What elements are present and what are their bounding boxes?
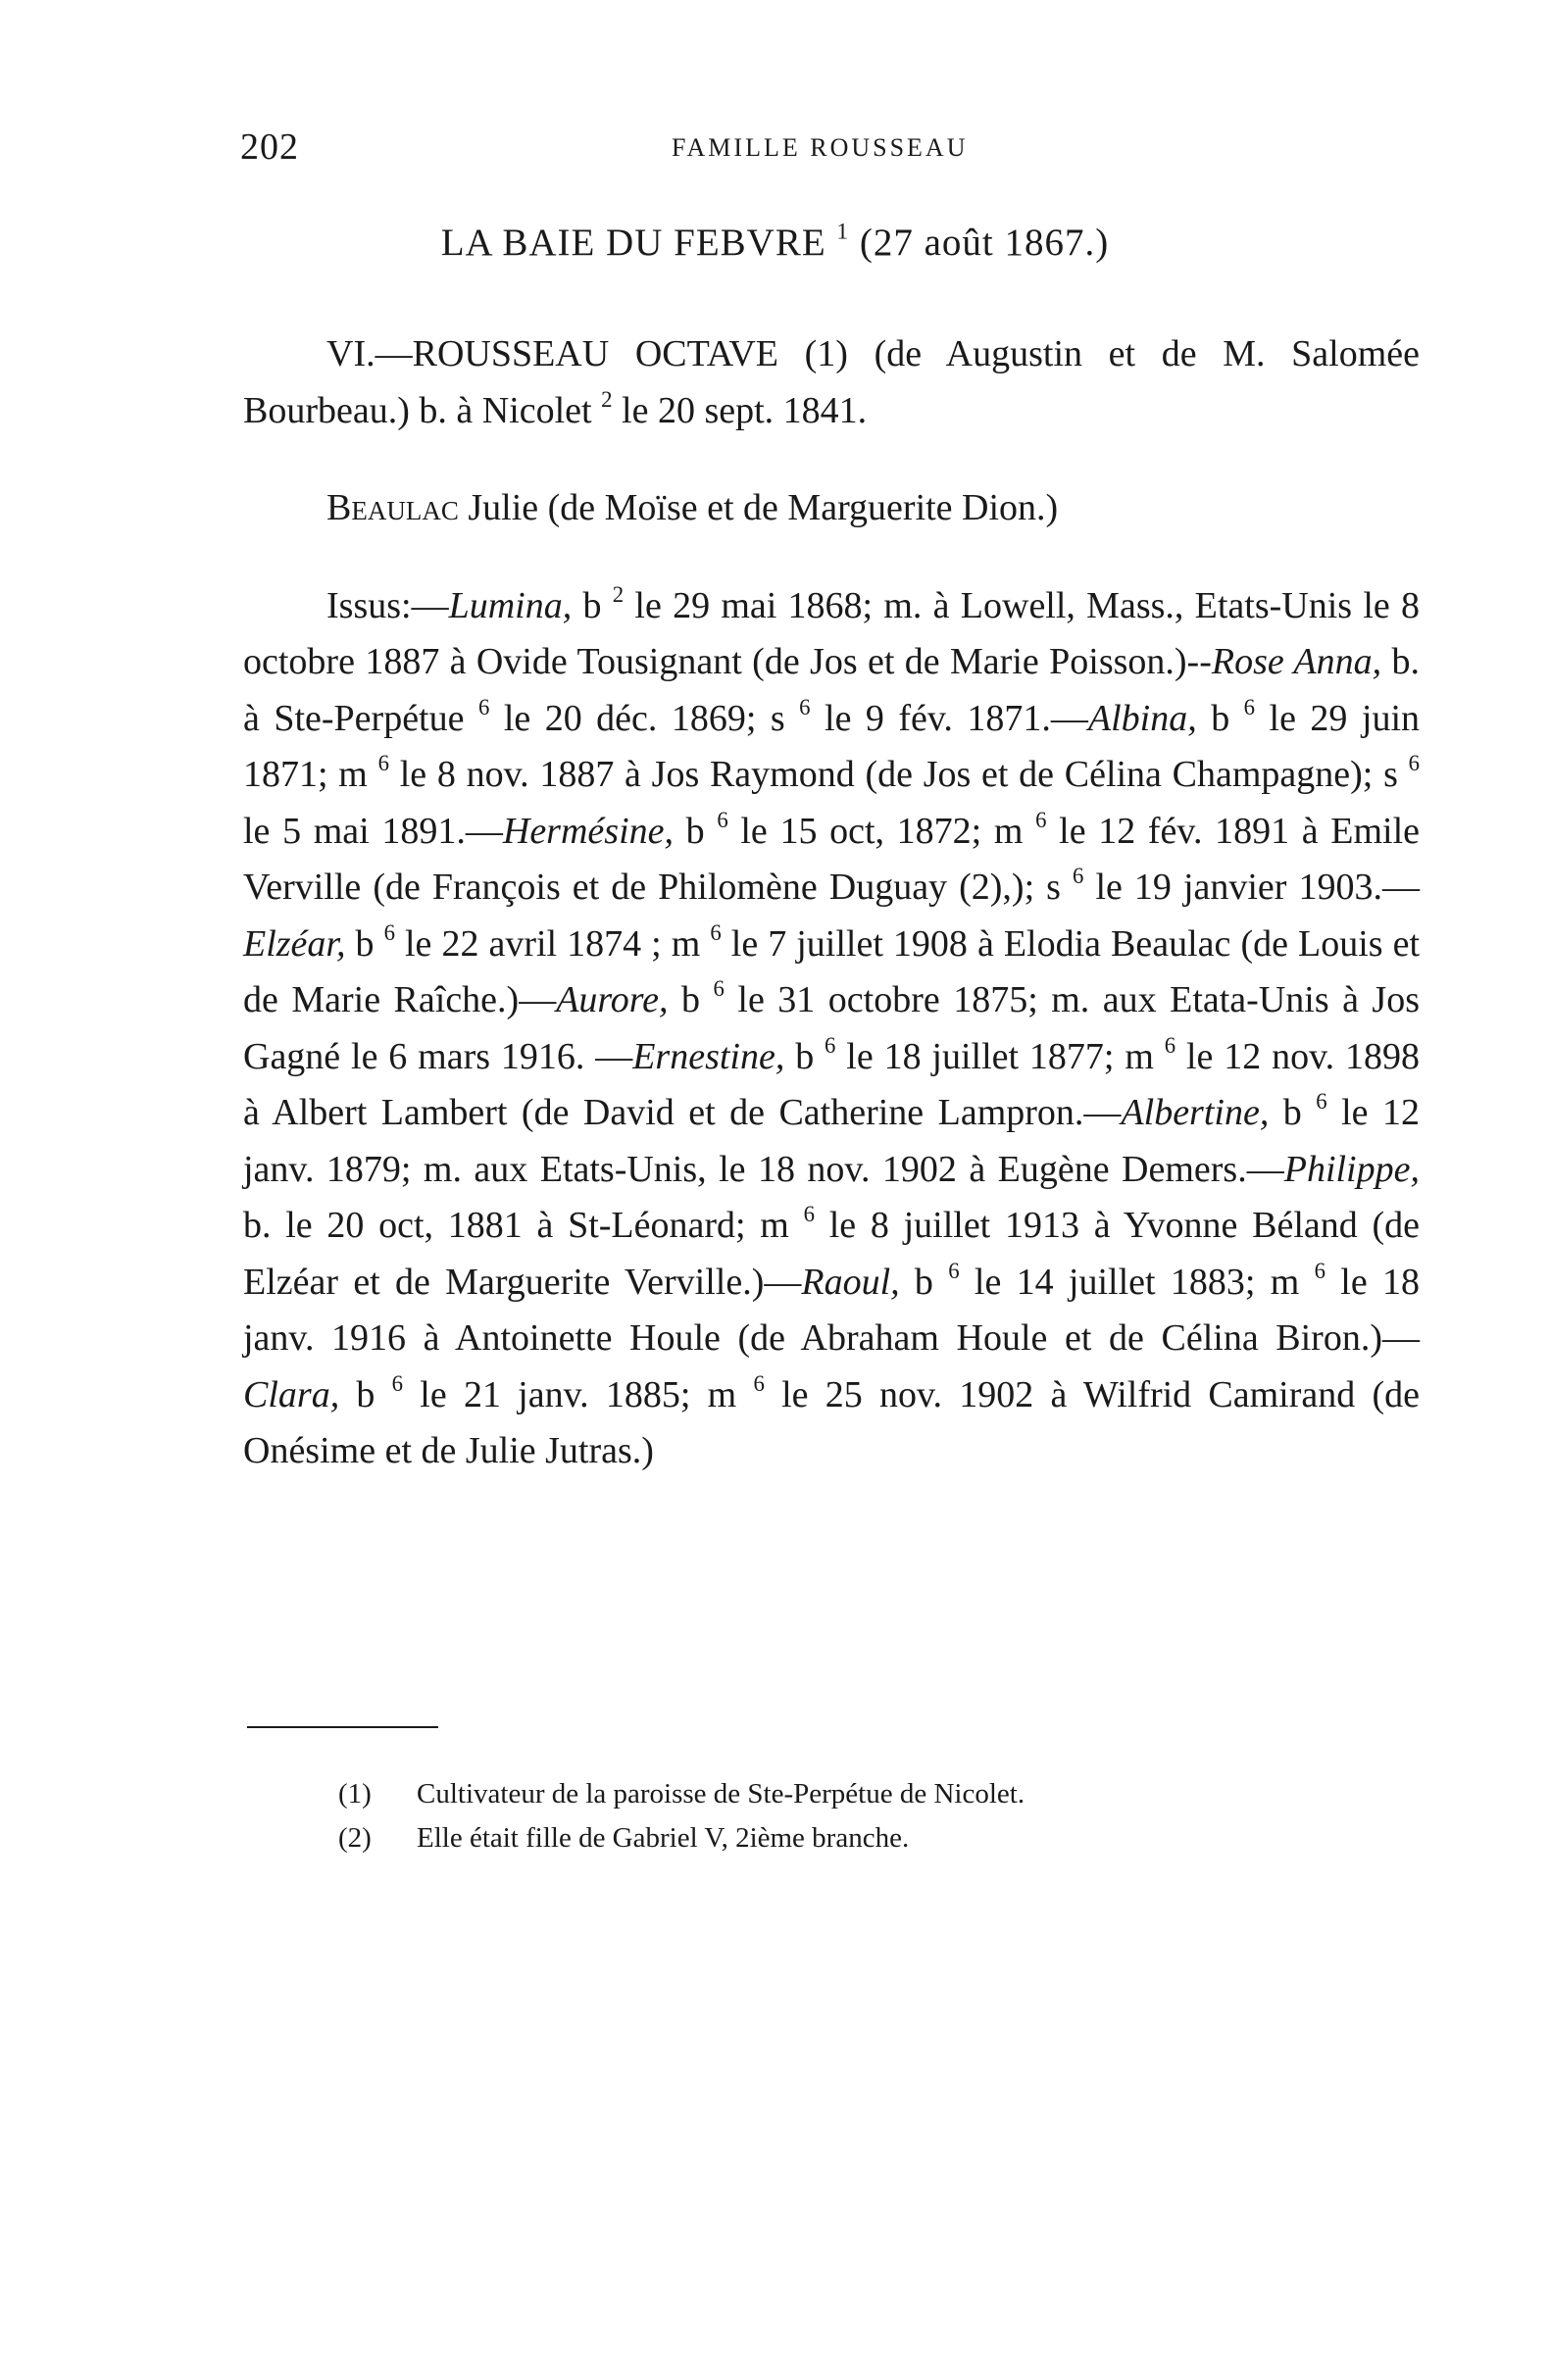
text-run: b. à Ste-Perpétue [243, 641, 1420, 739]
child-name: Ernestine, [632, 1035, 785, 1077]
footnote-mark: (1) [338, 1778, 372, 1810]
text-run: b [668, 979, 714, 1020]
section-heading [0, 221, 1550, 265]
footnote [338, 1772, 1319, 1816]
text-run: le 20 sept. 1841. [612, 389, 868, 431]
text-run: b. le 20 oct, 1881 à St-Léonard; m [243, 1205, 804, 1246]
child-name: Philippe, [1283, 1148, 1420, 1190]
text-run: le 22 avril 1874 ; m [394, 922, 711, 965]
text-run: Julie (de Moïse et de Marguerite Dion.) [458, 487, 1059, 528]
superscript: 6 [713, 976, 725, 1002]
footnote-mark: (2) [338, 1822, 372, 1854]
superscript: 6 [825, 1032, 836, 1058]
footnote-text: Cultivateur de la paroisse de Ste-Perpétue de Nicolet. [417, 1778, 1025, 1810]
superscript: 6 [1314, 1258, 1325, 1283]
text-run: le 7 juillet 1908 à Elodia Beaulac (de Louis et de Marie Raîche.)— [243, 922, 1420, 1020]
text-run: le 25 nov. 1902 à Wilfrid Camirand (de Onésime et de Julie Jutras.) [243, 1373, 1421, 1471]
child-name: Rose Anna, [1211, 641, 1382, 682]
text-run: VI.—ROUSSEAU OCTAVE (1) (de Augustin et de M. Salomée Bourbeau.) b. à Nicolet [243, 333, 1420, 431]
superscript: 6 [1408, 751, 1421, 776]
text-run: le 8 juillet 1913 à Yvonne Béland (de Elzéar et de Marguerite Verville.)— [243, 1205, 1420, 1303]
footnote [338, 1816, 1319, 1860]
heading-note-ref: 1 [836, 219, 850, 245]
superscript: 6 [717, 807, 728, 832]
footnotes [338, 1772, 1319, 1860]
superscript: 6 [948, 1258, 960, 1283]
child-name: Albina, [1087, 697, 1197, 739]
superscript: 6 [391, 1370, 404, 1396]
superscript: 6 [477, 694, 490, 719]
small-caps-name: Beaulac [326, 487, 459, 528]
superscript: 2 [612, 581, 625, 607]
text-run: b [674, 810, 718, 852]
paragraph-octave [243, 326, 1420, 439]
superscript: 6 [710, 919, 722, 945]
superscript: 6 [1316, 1089, 1327, 1115]
child-name: Hermésine, [502, 810, 674, 852]
child-name: Elzéar, [243, 922, 346, 965]
superscript: 6 [1035, 807, 1047, 832]
heading-title: LA BAIE DU FEBVRE [440, 222, 826, 264]
text-run: le 18 juillet 1877; m [835, 1035, 1165, 1077]
text-run: b [1196, 697, 1244, 739]
text-run: le 29 juin 1871; m [243, 697, 1421, 795]
child-name: Lumina, [448, 584, 573, 626]
text-run: b [899, 1261, 949, 1303]
text-run: b [1269, 1092, 1317, 1133]
footnote-text: Elle était fille de Gabriel V, 2ième branche. [417, 1822, 910, 1854]
text-run: b [572, 584, 613, 626]
text-run: le 18 janv. 1916 à Antoinette Houle (de Abraham Houle et de Célina Biron.)— [243, 1261, 1420, 1359]
text-run: le 29 mai 1868; m. à Lowell, Mass., Etats-Unis le 8 octobre 1887 à Ovide Tousignant (de Jos et de Marie Poisson.)-- [243, 584, 1421, 682]
paragraph-beaulac [243, 480, 1420, 537]
running-head [240, 125, 1417, 174]
superscript: 2 [601, 386, 613, 412]
child-name: Aurore, [556, 979, 669, 1020]
text-run: le 15 oct, 1872; m [727, 810, 1036, 852]
text-run: le 12 fév. 1891 à Emile Verville (de François et de Philomène Duguay (2),); s [243, 810, 1421, 908]
text-run: le 21 janv. 1885; m [403, 1373, 754, 1415]
page-number: 202 [240, 126, 299, 168]
child-name: Raoul, [801, 1261, 900, 1303]
footnote-rule [247, 1726, 438, 1728]
text-run: b [784, 1035, 825, 1077]
text-run: le 14 juillet 1883; m [959, 1261, 1315, 1303]
heading-date: (27 août 1867.) [859, 222, 1110, 264]
superscript: 6 [1164, 1032, 1176, 1058]
text-run: le 5 mai 1891.— [243, 810, 503, 852]
superscript: 6 [1073, 864, 1084, 889]
text-run: le 20 déc. 1869; s [489, 697, 800, 739]
body-text [243, 326, 1420, 1480]
superscript: 6 [377, 751, 389, 776]
text-run: le 19 janvier 1903.— [1083, 867, 1420, 908]
child-name: Albertine, [1121, 1092, 1270, 1133]
text-run: le 9 fév. 1871.— [810, 697, 1088, 739]
superscript: 6 [799, 694, 811, 719]
paragraph-issus [243, 578, 1420, 1480]
text-run: le 12 nov. 1898 à Albert Lambert (de David et de Catherine Lampron.— [243, 1035, 1420, 1133]
superscript: 6 [383, 919, 395, 945]
text-run: b [345, 922, 384, 965]
text-run: le 12 janv. 1879; m. aux Etats-Unis, le 18 nov. 1902 à Eugène Demers.— [243, 1092, 1420, 1190]
superscript: 6 [753, 1370, 765, 1396]
superscript: 6 [803, 1202, 815, 1227]
superscript: 6 [1243, 694, 1256, 719]
running-title: FAMILLE ROUSSEAU [672, 133, 969, 162]
text-run: b [339, 1373, 392, 1415]
text-run: Issus:— [326, 584, 449, 626]
text-run: le 8 nov. 1887 à Jos Raymond (de Jos et de Célina Champagne); s [388, 754, 1409, 795]
child-name: Clara, [243, 1373, 340, 1415]
text-run: le 31 octobre 1875; m. aux Etata-Unis à Jos Gagné le 6 mars 1916. — [243, 979, 1420, 1077]
